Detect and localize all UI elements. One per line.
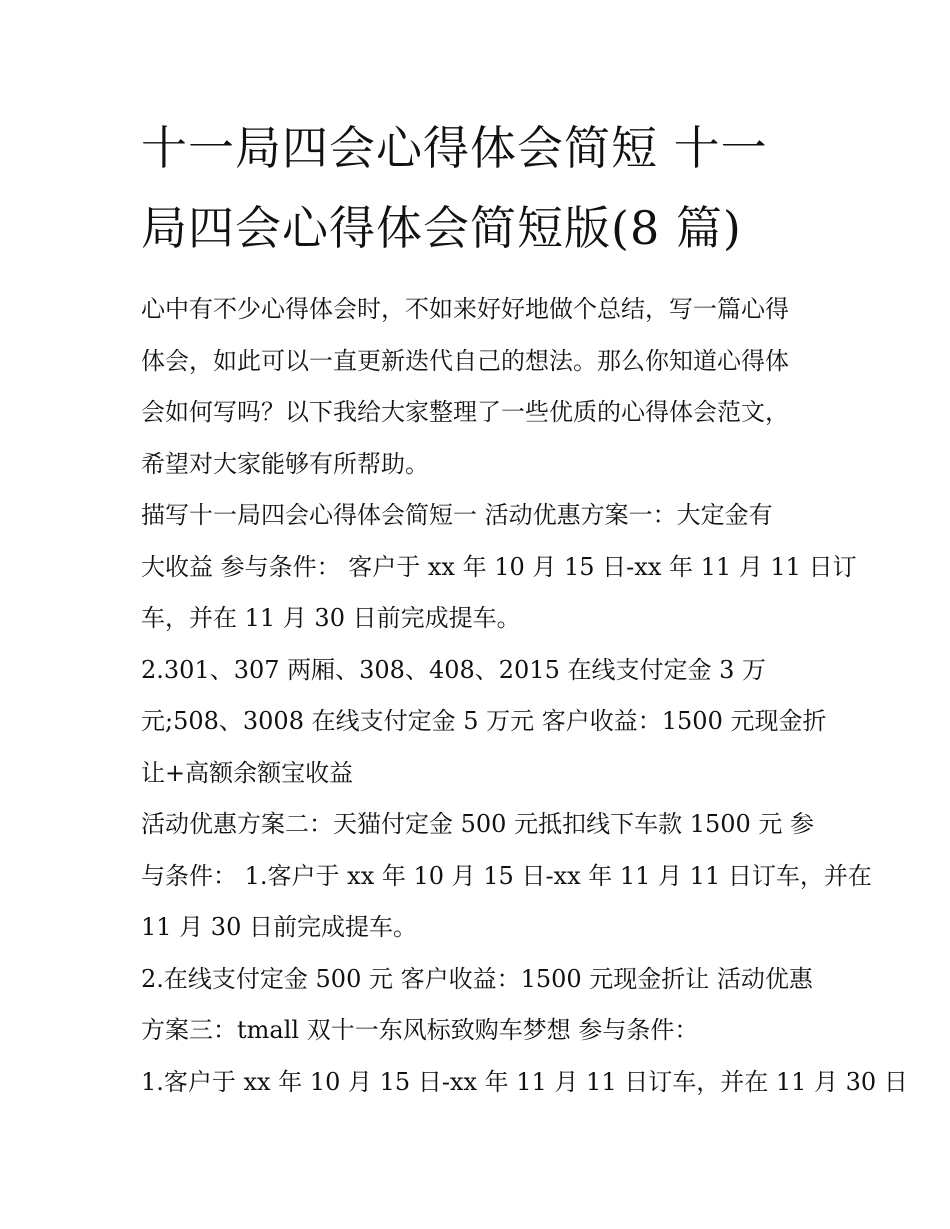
body-line: 描写十一局四会心得体会简短一 活动优惠方案一：大定金有: [141, 501, 773, 529]
body-line: 1.客户于 xx 年 10 月 15 日-xx 年 11 月 11 日订车，并在 11 月 30 日: [141, 1067, 908, 1096]
body-line: 2.在线支付定金 500 元 客户收益：1500 元现金折让 活动优惠: [141, 964, 813, 993]
body-line: 希望对大家能够有所帮助。: [141, 449, 429, 478]
body-line: 与条件： 1.客户于 xx 年 10 月 15 日-xx 年 11 月 11 日订车，并在: [141, 861, 872, 890]
body-line: 大收益 参与条件： 客户于 xx 年 10 月 15 日-xx 年 11 月 11 日订: [141, 552, 857, 581]
title-line: 十一局四会心得体会简短 十一: [141, 121, 768, 175]
body-line: 体会，如此可以一直更新迭代自己的想法。那么你知道心得体: [141, 346, 789, 375]
document-title: [141, 108, 821, 268]
body-line: 车，并在 11 月 30 日前完成提车。: [141, 604, 521, 632]
title-line: 局四会心得体会简短版(8 篇): [141, 201, 742, 255]
body-line: 心中有不少心得体会时，不如来好好地做个总结，写一篇心得: [141, 295, 789, 323]
body-line: 元;508、3008 在线支付定金 5 万元 客户收益：1500 元现金折: [141, 707, 827, 735]
body-line: 2.301、307 两厢、308、408、2015 在线支付定金 3 万: [141, 655, 766, 684]
body-line: 让+高额余额宝收益: [141, 758, 354, 787]
body-line: 活动优惠方案二：天猫付定金 500 元抵扣线下车款 1500 元 参: [141, 810, 815, 838]
body-line: 11 月 30 日前完成提车。: [141, 913, 417, 941]
document-body: [141, 284, 908, 1108]
body-line: 会如何写吗？以下我给大家整理了一些优质的心得体会范文，: [141, 398, 789, 426]
body-line: 方案三：tmall 双十一东风标致购车梦想 参与条件：: [141, 1016, 699, 1044]
document-content: [141, 108, 908, 1108]
